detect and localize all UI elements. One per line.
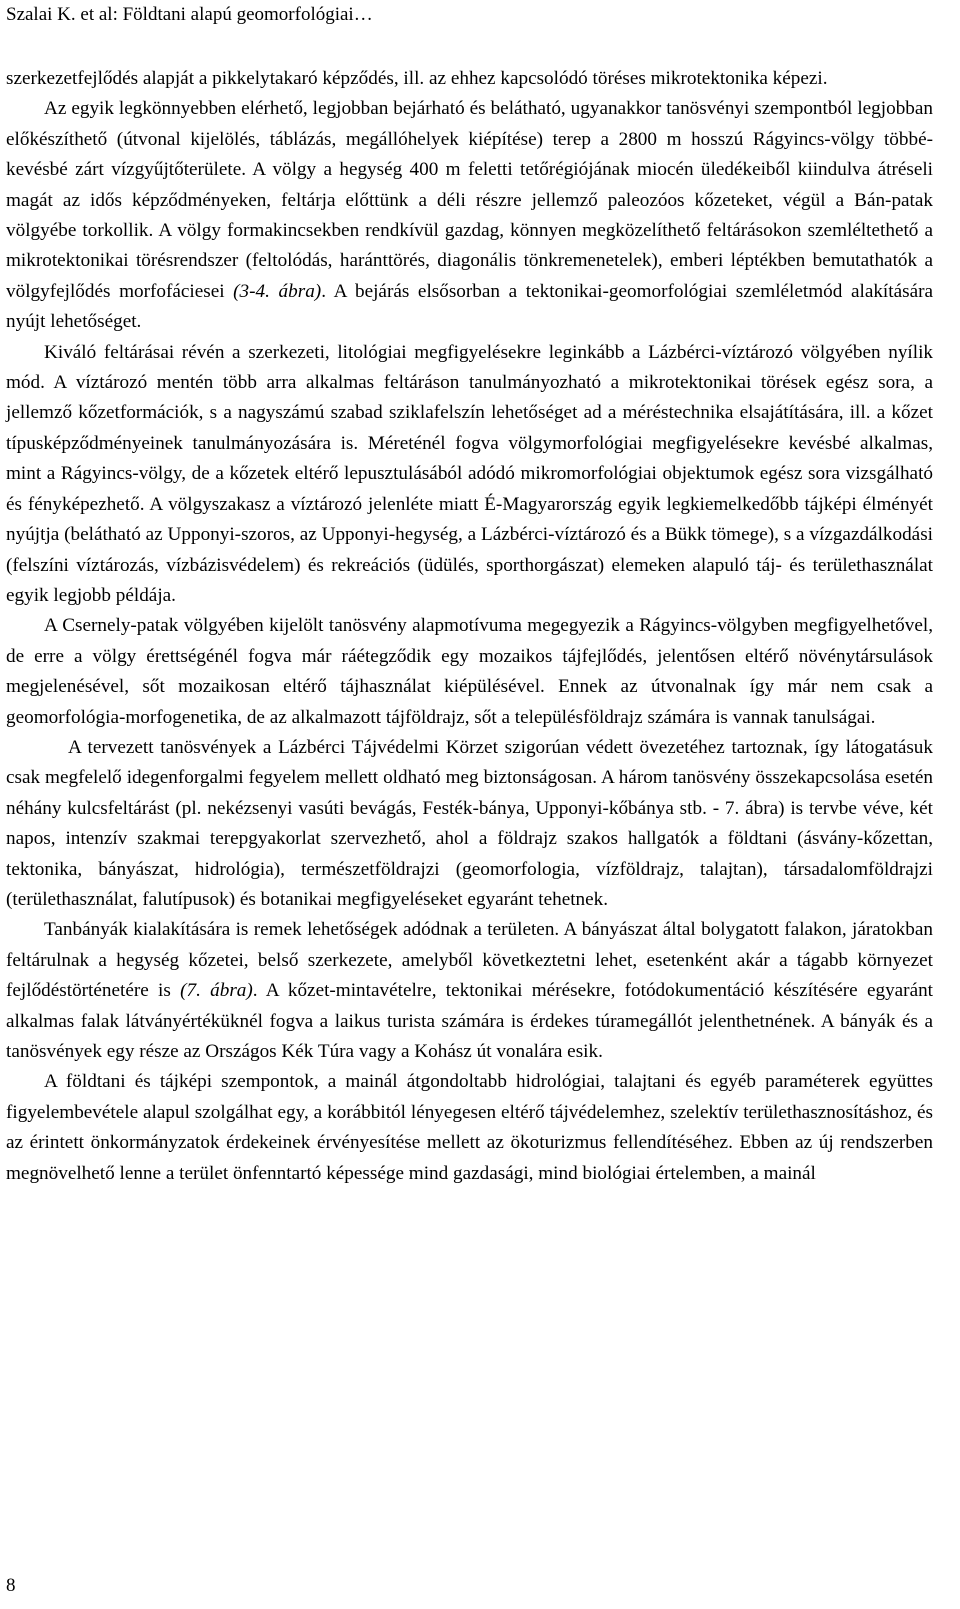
figure-reference: (7. ábra) xyxy=(180,980,253,1002)
body-text xyxy=(6,64,933,1189)
paragraph xyxy=(6,64,933,94)
figure-reference: (3-4. ábra) xyxy=(233,280,322,302)
paragraph xyxy=(6,733,933,915)
paragraph xyxy=(6,1067,933,1189)
paragraph-text: szerkezetfejlődés alapját a pikkelytakaró képződés, ill. az ehhez kapcsolódó töréses mikrotektonika képezi. xyxy=(6,68,828,89)
paragraph xyxy=(6,915,933,1067)
paragraph-text: A Csernely-patak völgyében kijelölt tanösvény alapmotívuma megegyezik a Rágyincs-völgyben megfigyelhetővel, de erre a völgy érettségénél fogva már ráétegződik egy mozaikos tájfejlődés, jelentősen eltérő növénytársulások megjelenésével, sőt mozaikosan eltérő tájhasználat kiépülésével. Ennek az útvonalnak így már nem csak a geomorfológia-morfogenetika, de az alkalmazott tájföldrajz, sőt a településföldrajz számára is vannak tanulságai. xyxy=(6,615,933,728)
paragraph-text: A földtani és tájképi szempontok, a mainál átgondoltabb hidrológiai, talajtani és egyéb paraméterek együttes figyelembevétele alapul szolgálhat egy, a korábbitól lényegesen eltérő tájvédelemhez, szelektív területhasznosításhoz, és az érintett önkormányzatok érdekeinek érvényesítése mellett az ökoturizmus fellendítéséhez. Ebben az új rendszerben megnövelhető lenne a terület önfenntartó képessége mind gazdasági, mind biológiai értelemben, a mainál xyxy=(6,1071,933,1184)
page-number: 8 xyxy=(6,1575,16,1596)
running-header: Szalai K. et al: Földtani alapú geomorfológiai… xyxy=(6,4,373,25)
paragraph-text: . A bejárás elsősorban a tektonikai-geomorfológiai szemléletmód alakítására nyújt lehetőséget. xyxy=(6,280,933,333)
paragraph xyxy=(6,611,933,733)
paragraph-text: Az egyik legkönnyebben elérhető, legjobban bejárható és belátható, ugyanakkor tanösvényi szempontból legjobban előkészíthető (útvonal kijelölés, táblázás, megállóhelyek kiépítése) terep a 2800 m hosszú Rágyincs-völgy többé-kevésbé zárt vízgyűjtőterülete. A völgy a hegység 400 m feletti tetőrégiójának miocén üledékeiből kiindulva átréseli magát az idős képződményeken, feltárja előttünk a déli részre jellemző paleozóos kőzeteket, végül a Bán-patak völgyébe torkollik. A völgy formakincsekben rendkívül gazdag, könnyen megközelíthető feltárásokon szemléltethető a mikrotektonikai törésrendszer (feltolódás, haránttörés, diagonális tönkremenetelek), emberi léptékben bemutathatók a völgyfejlődés morfofáciesei xyxy=(6,98,933,302)
paragraph-text: Tanbányák kialakítására is remek lehetőségek adódnak a területen. A bányászat által bolygatott falakon, járatokban feltárulnak a hegység kőzetei, belső szerkezete, amelyből következtetni lehet, esetenként akár a tágabb környezet fejlődéstörténetére is xyxy=(6,919,933,1002)
paragraph-text: . A kőzet-mintavételre, tektonikai mérésekre, fotódokumentáció készítésére egyaránt alkalmas falak látványértéküknél fogva a laikus turista számára is érdekes túramegállót jelenthetnének. A bányák és a tanösvények egy része az Országos Kék Túra vagy a Kohász út vonalára esik. xyxy=(6,980,934,1062)
paragraph-text: A tervezett tanösvények a Lázbérci Tájvédelmi Körzet szigorúan védett övezetéhez tartoznak, így látogatásuk csak megfelelő idegenforgalmi fegyelem mellett oldható meg biztonságosan. A három tanösvény összekapcsolása esetén néhány kulcsfeltárást (pl. nekézsenyi vasúti bevágás, Festék-bánya, Upponyi-kőbánya stb. - 7. ábra) is tervbe véve, két napos, intenzív szakmai terepgyakorlat szervezhető, ahol a földrajz szakos hallgatók a földtani (ásvány-kőzettan, tektonika, bányászat, hidrológia), természetföldrajzi (geomorfologia, vízföldrajz, talajtan), társadalomföldrajzi (területhasználat, falutípusok) és botanikai megfigyeléseket egyaránt tehetnek. xyxy=(6,736,933,910)
paragraph xyxy=(6,94,933,337)
paragraph xyxy=(6,338,933,612)
paragraph-text: Kiváló feltárásai révén a szerkezeti, litológiai megfigyelésekre leginkább a Lázbérci-víztározó völgyében nyílik mód. A víztározó mentén több arra alkalmas feltáráson tanulmányozható a mikrotektonikai törések egész sora, a jellemző kőzetformációk, s a nagyszámú szabad sziklafelszín lehetőséget ad a méréstechnika elsajátítására, ill. a kőzet típusképződményeinek tanulmányozására is. Méreténél fogva völgymorfológiai megfigyelésekre kevésbé alkalmas, mint a Rágyincs-völgy, de a kőzetek eltérő lepusztulásából adódó mikromorfológiai objektumok egész sora vizsgálható és fényképezhető. A völgyszakasz a víztározó jelenléte miatt É-Magyarország egyik legkiemelkedőbb tájképi élményét nyújtja (belátható az Upponyi-szoros, az Upponyi-hegység, a Lázbérci-víztározó és a Bükk tömege), s a vízgazdálkodási (felszíni víztározás, vízbázisvédelem) és rekreációs (üdülés, sporthorgászat) elemeken alapuló táj- és területhasználat egyik legjobb példája. xyxy=(6,341,933,606)
